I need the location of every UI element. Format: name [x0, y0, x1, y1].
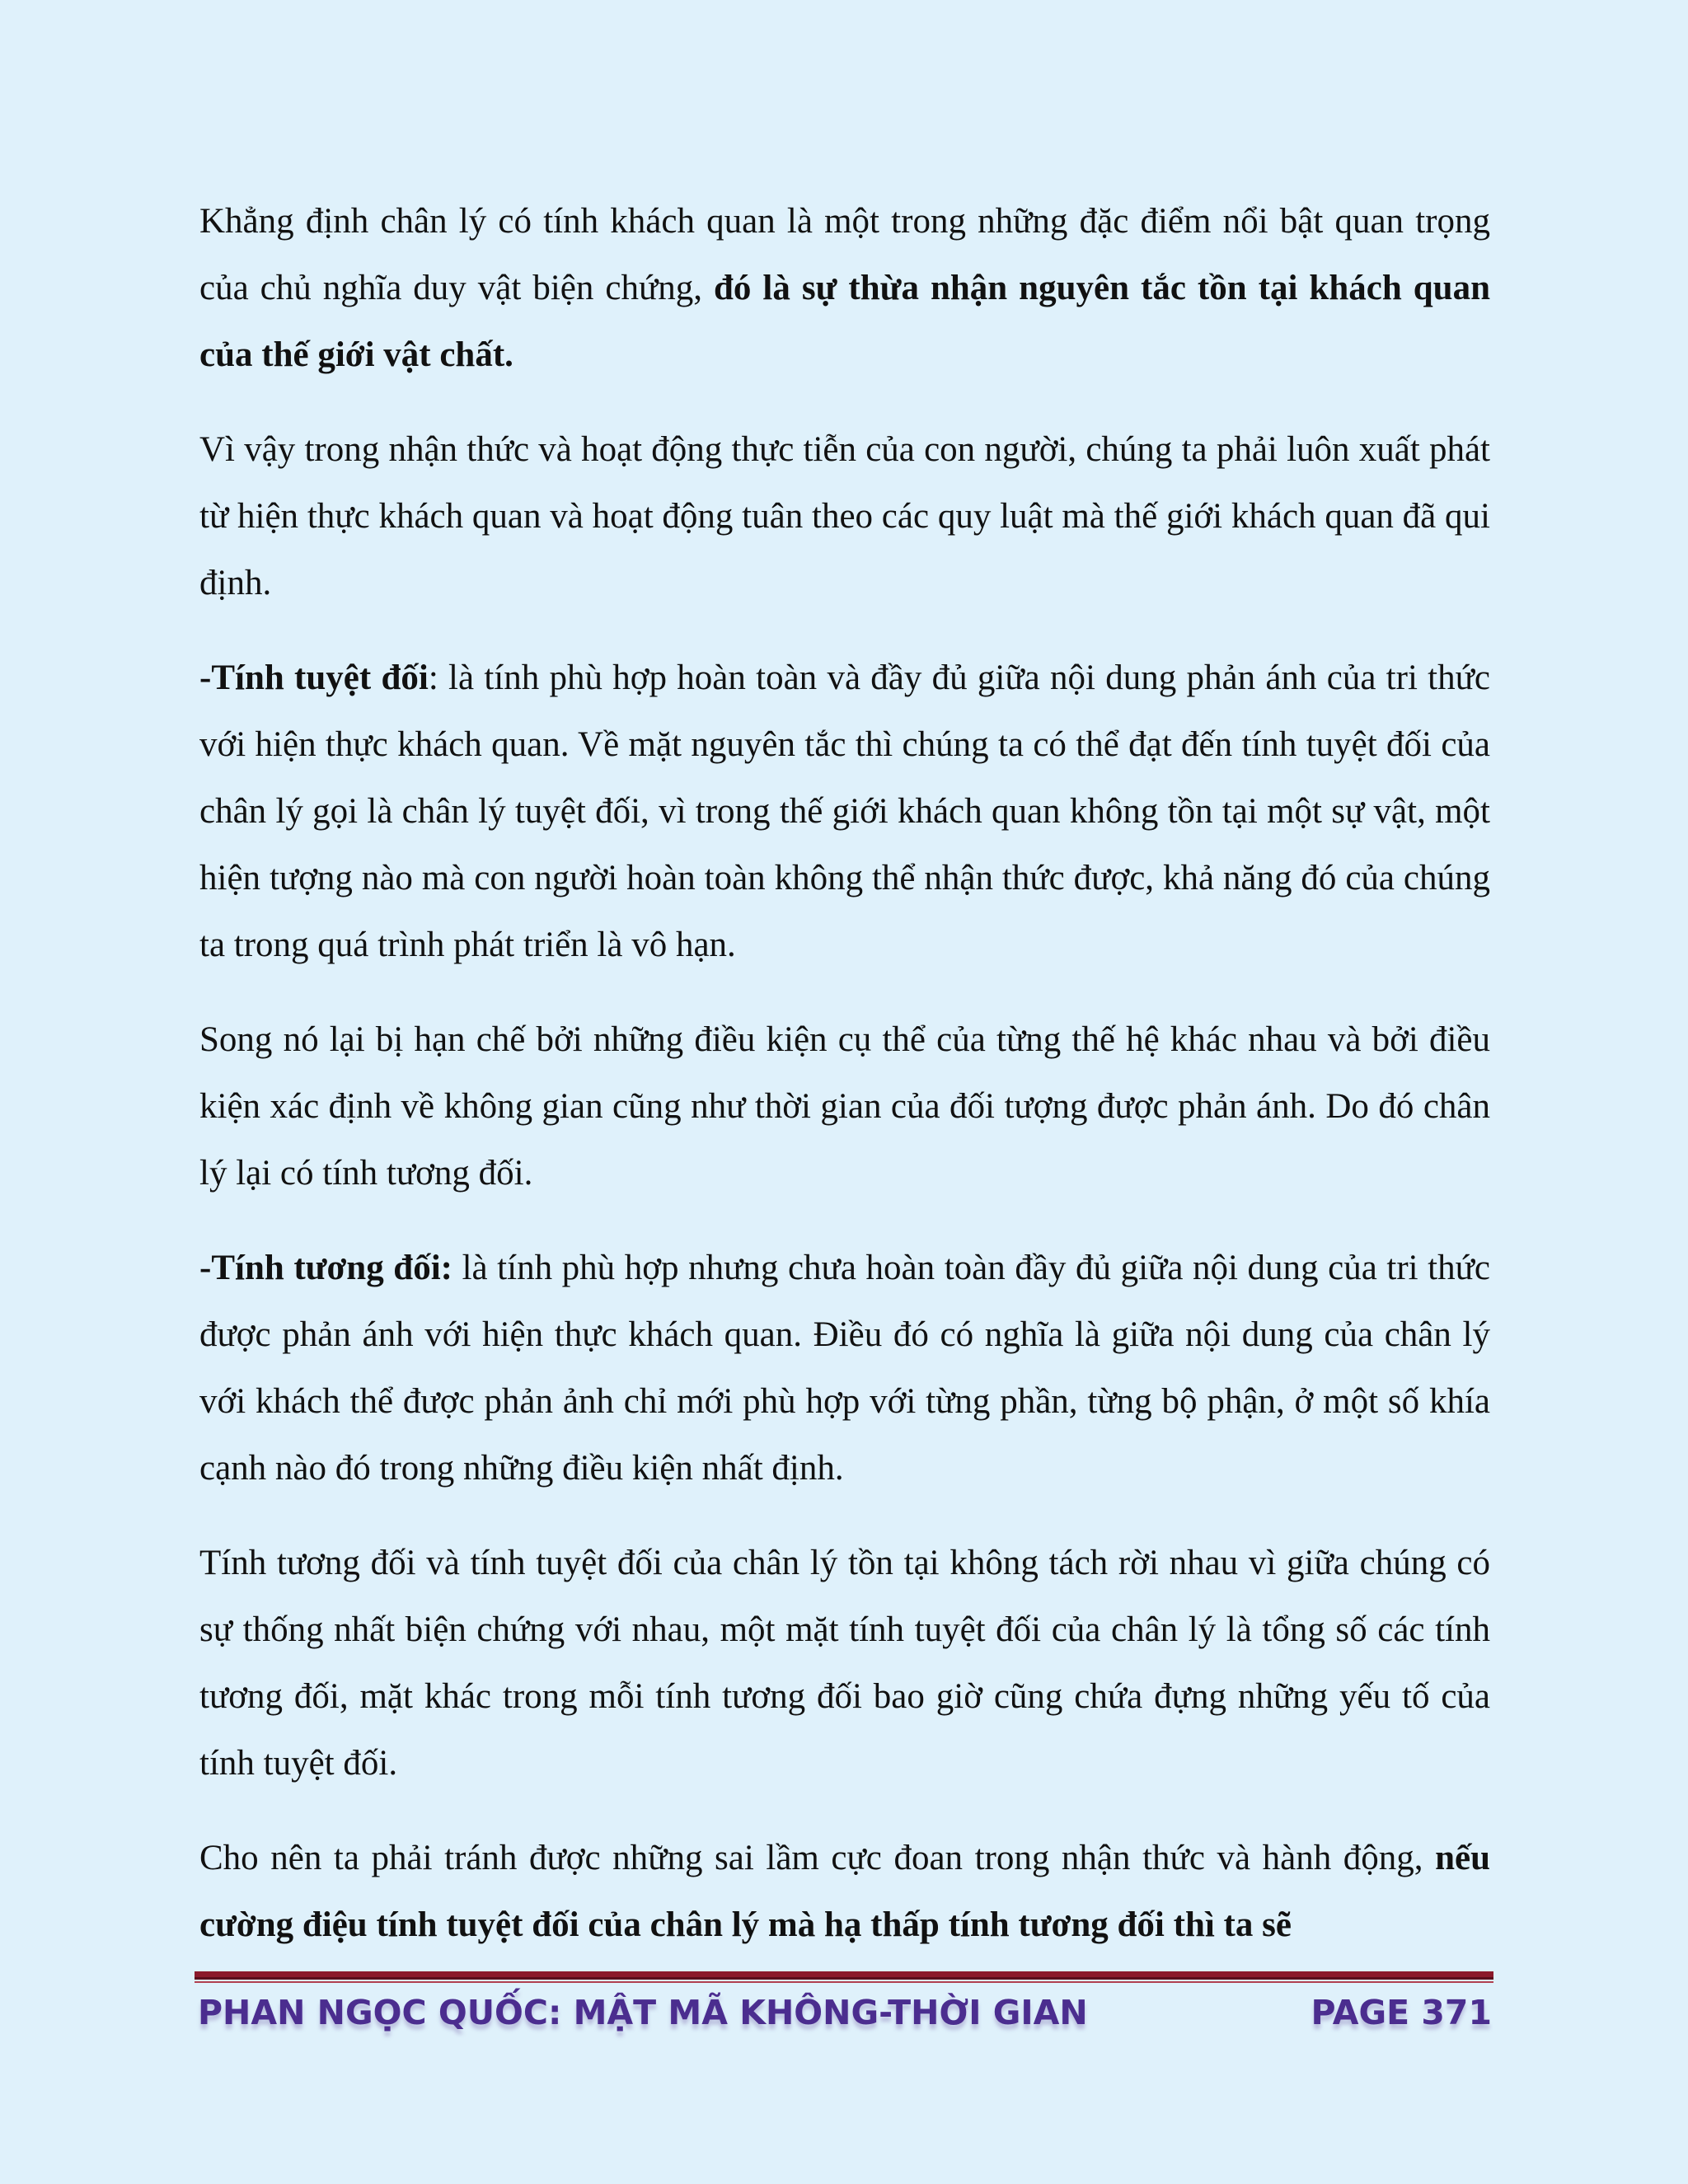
paragraph-1-text: Khẳng định chân lý có tính khách quan là một trong những đặc điểm nổi bật quan trọng của chủ nghĩa duy vật biện chứng, [199, 202, 1490, 307]
paragraph-2-text: Vì vậy trong nhận thức và hoạt động thực tiễn của con người, chúng ta phải luôn xuất phát từ hiện thực khách quan và hoạt động tuân theo các quy luật mà thế giới khách quan đã qui định. [199, 430, 1490, 602]
footer-divider [195, 1971, 1493, 1980]
footer-book-title: PHAN NGỌC QUỐC: MẬT MÃ KHÔNG-THỜI GIAN [198, 1993, 1088, 2032]
paragraph-4 [199, 1006, 1490, 1207]
paragraph-5-term: -Tính tương đối: [199, 1249, 452, 1287]
paragraph-1 [199, 188, 1490, 388]
paragraph-2 [199, 416, 1490, 616]
paragraph-3-term: -Tính tuyệt đối [199, 658, 429, 697]
paragraph-7 [199, 1825, 1490, 1958]
paragraph-3 [199, 644, 1490, 978]
paragraph-5-text: là tính phù hợp nhưng chưa hoàn toàn đầy đủ giữa nội dung của tri thức được phản ánh với hiện thực khách quan. Điều đó có nghĩa là giữa nội dung của chân lý với khách thể được phản ảnh chỉ mới phù hợp với từng phần, từng bộ phận, ở một số khía cạnh nào đó trong những điều kiện nhất định. [199, 1249, 1491, 1488]
paragraph-6-text: Tính tương đối và tính tuyệt đối của chân lý tồn tại không tách rời nhau vì giữa chúng có sự thống nhất biện chứng với nhau, một mặt tính tuyệt đối của chân lý là tổng số các tính tương đối, mặt khác trong mỗi tính tương đối bao giờ cũng chứa đựng những yếu tố của tính tuyệt đối. [199, 1544, 1490, 1783]
page-footer [198, 1988, 1492, 2037]
paragraph-3-text: : là tính phù hợp hoàn toàn và đầy đủ giữa nội dung phản ánh của tri thức với hiện thực khách quan. Về mặt nguyên tắc thì chúng ta có thể đạt đến tính tuyệt đối của chân lý gọi là chân lý tuyệt đối, vì trong thế giới khách quan không tồn tại một sự vật, một hiện tượng nào mà con người hoàn toàn không thể nhận thức được, khả năng đó của chúng ta trong quá trình phát triển là vô hạn. [199, 658, 1491, 964]
paragraph-7-bold-text: nếu cường điệu tính tuyệt đối của chân lý mà hạ thấp tính tương đối thì ta sẽ [199, 1839, 1490, 1944]
footer-divider-thin [195, 1981, 1493, 1983]
footer-page-number: PAGE 371 [1311, 1993, 1492, 2032]
paragraph-6 [199, 1530, 1490, 1797]
paragraph-5 [199, 1235, 1490, 1502]
paragraph-7-text: Cho nên ta phải tránh được những sai lầm cực đoan trong nhận thức và hành động, [199, 1839, 1436, 1877]
paragraph-1-bold-text: đó là sự thừa nhận nguyên tắc tồn tại khách quan của thế giới vật chất. [199, 269, 1490, 374]
page-body [199, 188, 1490, 1986]
paragraph-4-text: Song nó lại bị hạn chế bởi những điều kiện cụ thể của từng thế hệ khác nhau và bởi điều kiện xác định về không gian cũng như thời gian của đối tượng được phản ánh. Do đó chân lý lại có tính tương đối. [199, 1020, 1490, 1193]
